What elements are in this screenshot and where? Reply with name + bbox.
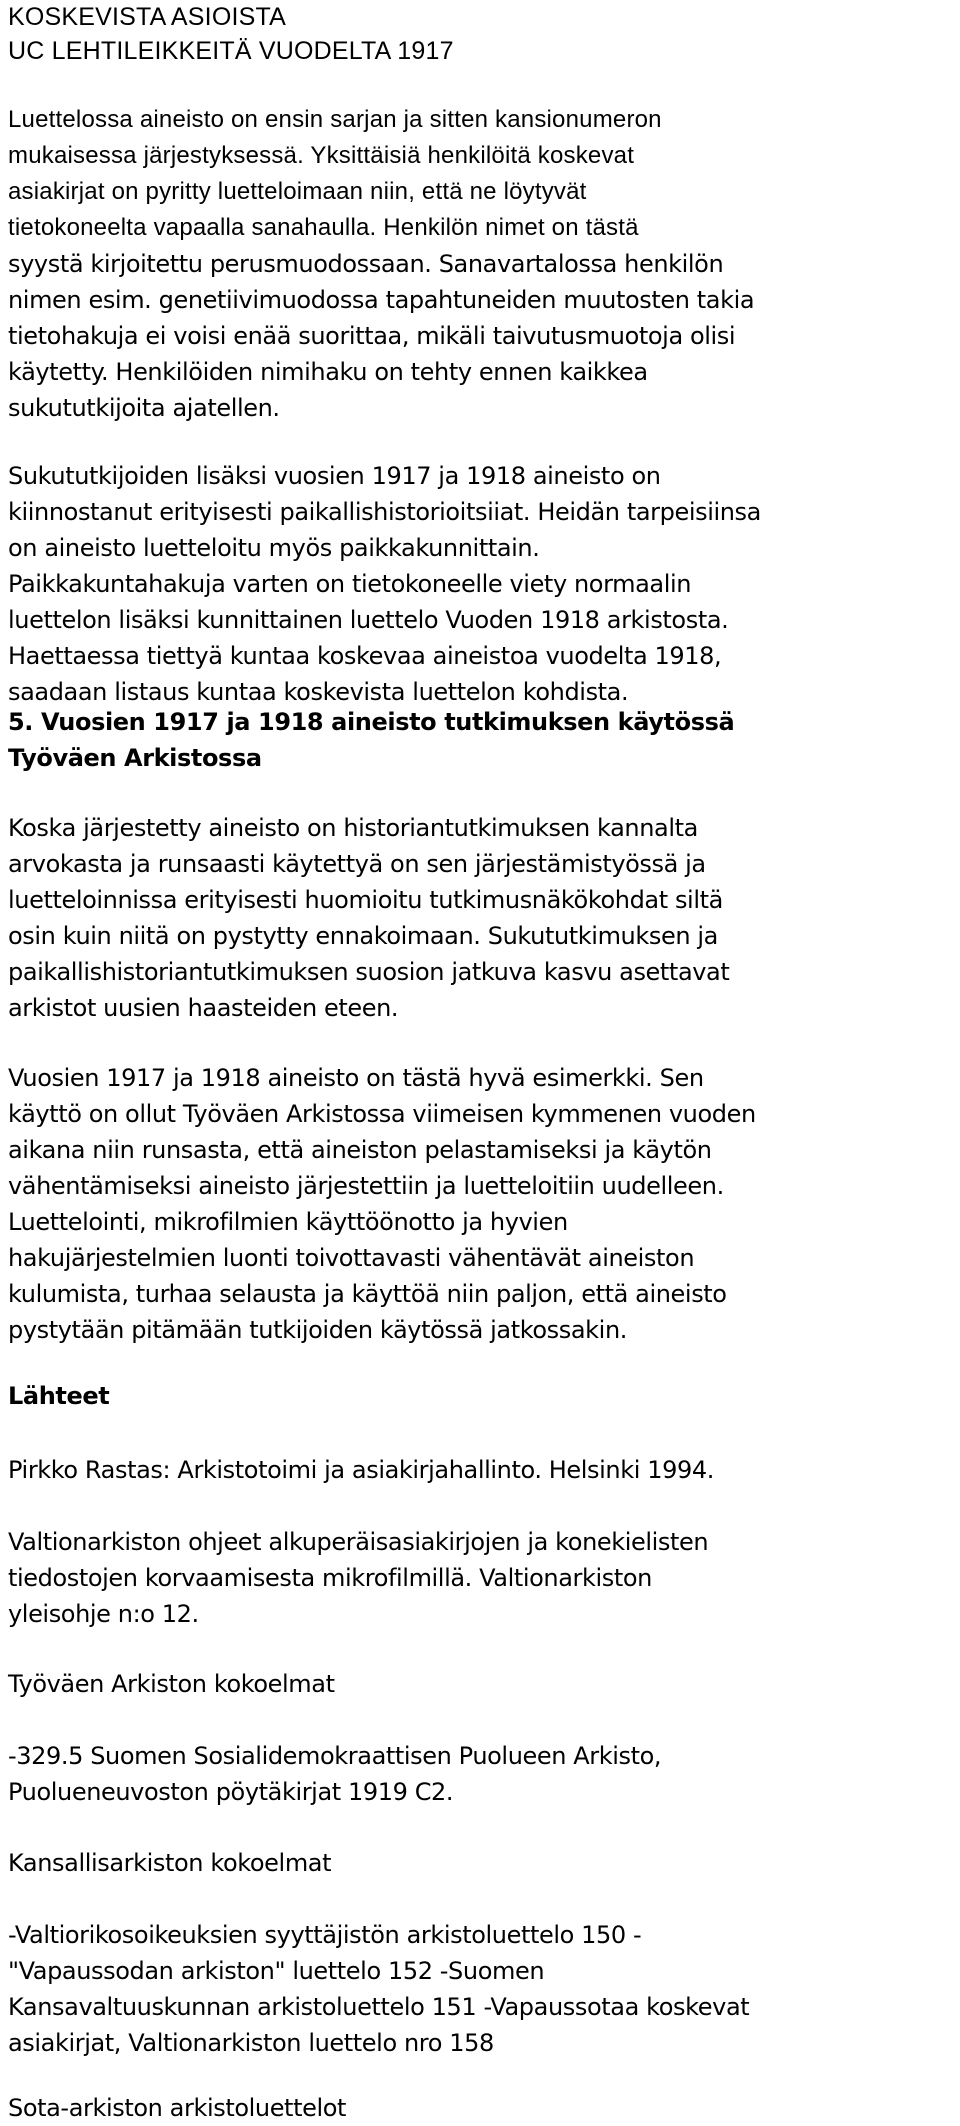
paragraph-line: Luettelointi, mikrofilmien käyttöönotto ja hyvien — [8, 1208, 568, 1236]
sources-heading: Lähteet — [8, 1382, 110, 1410]
paragraph-line: asiakirjat on pyritty luetteloimaan niin, että ne löytyvät — [8, 178, 587, 205]
kansallis-collections-heading — [8, 1845, 331, 1881]
paragraph-line: aikana niin runsasta, että aineiston pelastamiseksi ja käytön — [8, 1136, 712, 1164]
paragraph-line: käytetty. Henkilöiden nimihaku on tehty ennen kaikkea — [8, 358, 648, 386]
paragraph-line: arkistot uusien haasteiden eteen. — [8, 994, 399, 1022]
section-5-heading — [8, 704, 734, 776]
paragraph-line: luettelon lisäksi kunnittainen luettelo Vuoden 1918 arkistosta. — [8, 606, 729, 634]
source-line: Puolueneuvoston pöytäkirjat 1919 C2. — [8, 1778, 454, 1806]
sota-arkisto-heading — [8, 2090, 346, 2126]
kansallis-collection-items — [8, 1917, 749, 2061]
source-line: Valtionarkiston ohjeet alkuperäisasiakirjojen ja konekielisten — [8, 1528, 709, 1556]
paragraph-line: vähentämiseksi aineisto järjestettiin ja luetteloitiin uudelleen. — [8, 1172, 724, 1200]
paragraph-line: pystytään pitämään tutkijoiden käytössä jatkossakin. — [8, 1316, 627, 1344]
header-title-line-2: UC LEHTILEIKKEITÄ VUODELTA 1917 — [8, 37, 454, 65]
tyovaen-collection-item — [8, 1738, 661, 1810]
sources-section — [8, 1378, 109, 1414]
research-value-paragraph — [8, 810, 729, 1026]
paragraph-line: arvokasta ja runsaasti käytettyä on sen järjestämistyössä ja — [8, 850, 706, 878]
paragraph-line: hakujärjestelmien luonti toivottavasti vähentävät aineiston — [8, 1244, 695, 1272]
paragraph-line: paikallishistoriantutkimuksen suosion jatkuva kasvu asettavat — [8, 958, 730, 986]
paragraph-line: Vuosien 1917 ja 1918 aineisto on tästä hyvä esimerkki. Sen — [8, 1064, 704, 1092]
document-header — [8, 0, 454, 68]
paragraph-line: nimen esim. genetiivimuodossa tapahtuneiden muutosten takia — [8, 286, 755, 314]
source-line: -Valtiorikosoikeuksien syyttäjistön arkistoluettelo 150 - — [8, 1921, 642, 1949]
paragraph-line: tietohakuja ei voisi enää suorittaa, mikäli taivutusmuotoja olisi — [8, 322, 736, 350]
paragraph-line: luetteloinnissa erityisesti huomioitu tutkimusnäkökohdat siltä — [8, 886, 723, 914]
section-heading-line-2: Työväen Arkistossa — [8, 744, 262, 772]
source-line: yleisohje n:o 12. — [8, 1600, 199, 1628]
paragraph-line: saadaan listaus kuntaa koskevista luettelon kohdista. — [8, 678, 629, 706]
paragraph-line: tietokoneelta vapaalla sanahaulla. Henkilön nimet on tästä — [8, 214, 639, 241]
collection-heading: Sota-arkiston arkistoluettelot — [8, 2094, 347, 2122]
local-history-paragraph — [8, 458, 761, 710]
source-line: Kansavaltuuskunnan arkistoluettelo 151 -Vapaussotaa koskevat — [8, 1993, 750, 2021]
paragraph-line: sukututkijoita ajatellen. — [8, 394, 280, 422]
paragraph-line: käyttö on ollut Työväen Arkistossa viimeisen kymmenen vuoden — [8, 1100, 756, 1128]
source-line: -329.5 Suomen Sosialidemokraattisen Puolueen Arkisto, — [8, 1742, 662, 1770]
tyovaen-collections-heading — [8, 1666, 335, 1702]
section-heading-line-1: 5. Vuosien 1917 ja 1918 aineisto tutkimuksen käytössä — [8, 708, 735, 736]
paragraph-line: mukaisessa järjestyksessä. Yksittäisiä henkilöitä koskevat — [8, 142, 635, 169]
source-line: tiedostojen korvaamisesta mikrofilmillä. Valtionarkiston — [8, 1564, 652, 1592]
collection-heading: Kansallisarkiston kokoelmat — [8, 1849, 332, 1877]
paragraph-line: Sukututkijoiden lisäksi vuosien 1917 ja 1918 aineisto on — [8, 462, 661, 490]
source-line: asiakirjat, Valtionarkiston luettelo nro 158 — [8, 2029, 494, 2057]
example-paragraph — [8, 1060, 756, 1348]
paragraph-line: Paikkakuntahakuja varten on tietokoneelle viety normaalin — [8, 570, 692, 598]
paragraph-line: Luettelossa aineisto on ensin sarjan ja sitten kansionumeron — [8, 106, 662, 133]
paragraph-line: on aineisto luetteloitu myös paikkakunnittain. — [8, 534, 540, 562]
paragraph-line: kiinnostanut erityisesti paikallishistorioitsiiat. Heidän tarpeisiinsa — [8, 498, 761, 526]
source-valtionarkisto — [8, 1524, 708, 1632]
paragraph-line: syystä kirjoitettu perusmuodossaan. Sanavartalossa henkilön — [8, 250, 724, 278]
source-line: "Vapaussodan arkiston" luettelo 152 -Suomen — [8, 1957, 545, 1985]
source-line: Pirkko Rastas: Arkistotoimi ja asiakirjahallinto. Helsinki 1994. — [8, 1456, 714, 1484]
paragraph-line: Koska järjestetty aineisto on historiantutkimuksen kannalta — [8, 814, 698, 842]
header-title-line-1: KOSKEVISTA ASIOISTA — [8, 3, 286, 31]
paragraph-line: kulumista, turhaa selausta ja käyttöä niin paljon, että aineisto — [8, 1280, 727, 1308]
paragraph-line: osin kuin niitä on pystytty ennakoimaan. Sukututkimuksen ja — [8, 922, 718, 950]
collection-heading: Työväen Arkiston kokoelmat — [8, 1670, 335, 1698]
intro-paragraph — [8, 102, 754, 426]
source-rastas — [8, 1452, 714, 1488]
paragraph-line: Haettaessa tiettyä kuntaa koskevaa aineistoa vuodelta 1918, — [8, 642, 722, 670]
